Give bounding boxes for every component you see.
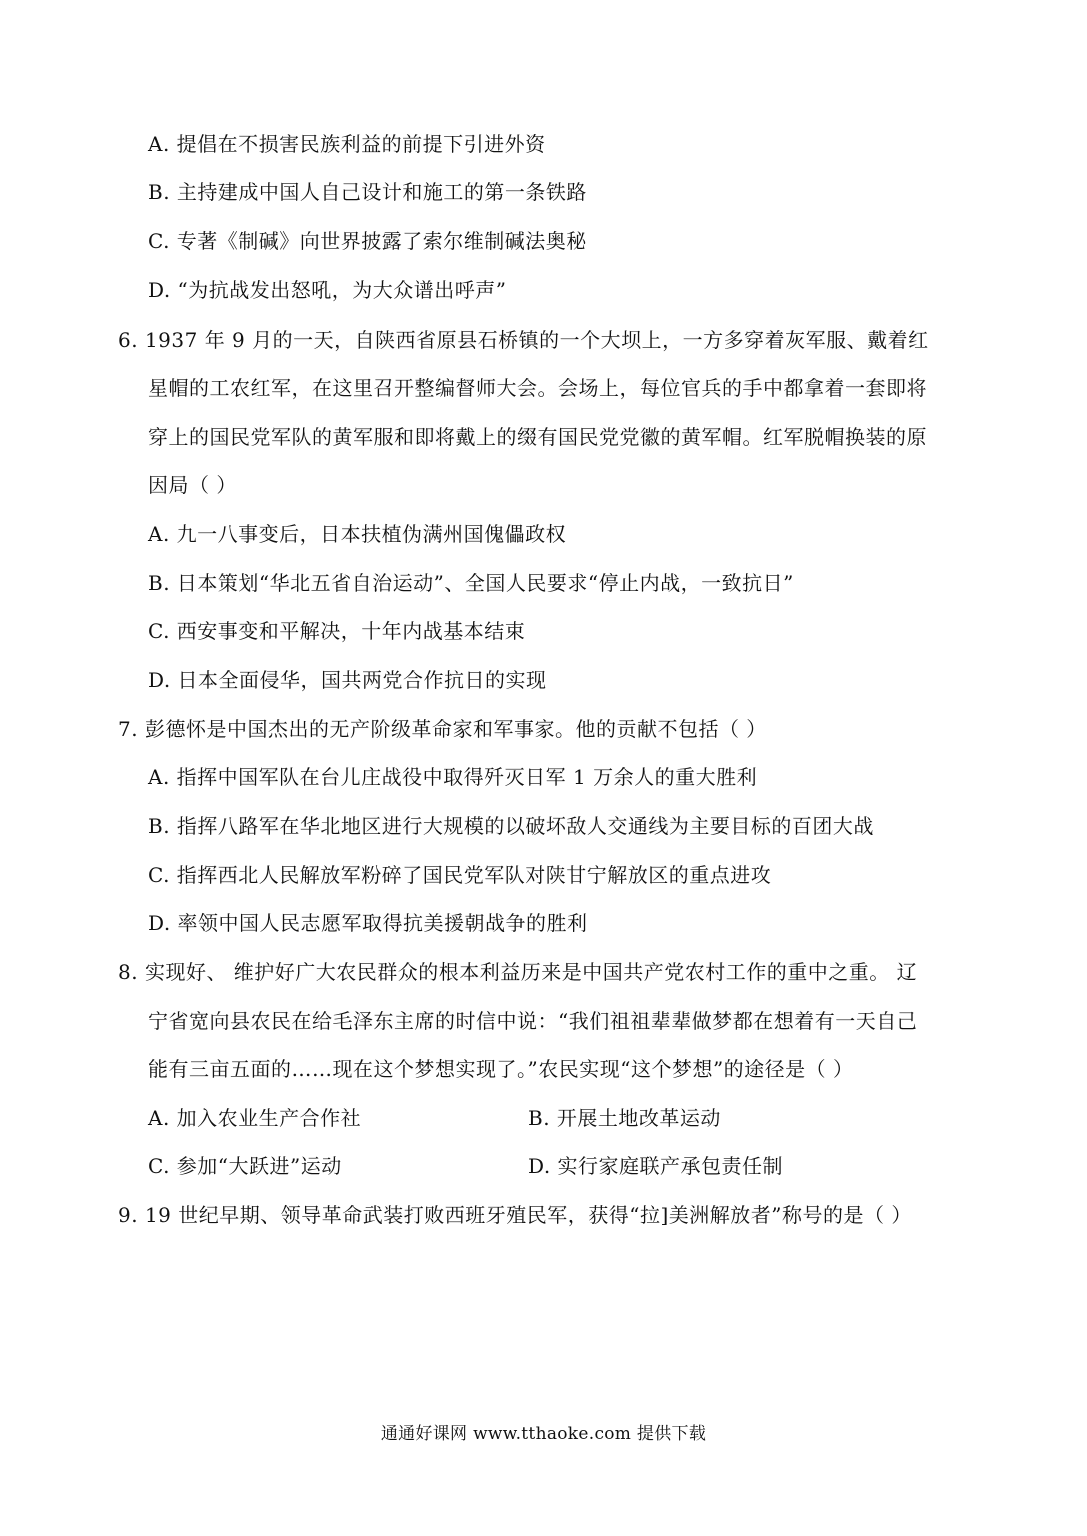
q6-option-a: A. 九一八事变后，日本扶植伪满州国傀儡政权 xyxy=(148,522,567,546)
q7-option-c: C. 指挥西北人民解放军粉碎了国民党军队对陕甘宁解放区的重点进攻 xyxy=(148,863,772,887)
q7-stem: 7. 彭德怀是中国杰出的无产阶级革命家和军事家。他的贡献不包括（ ） xyxy=(118,717,767,741)
q7-option-d: D. 率领中国人民志愿军取得抗美援朝战争的胜利 xyxy=(148,911,588,935)
q8-stem-line-2: 宁省宽向县农民在给毛泽东主席的时信中说：“我们祖祖辈辈做梦都在想着有一天自己 xyxy=(148,1009,918,1033)
q8-stem-line-3: 能有三亩五面的……现在这个梦想实现了。”农民实现“这个梦想”的途径是（ ） xyxy=(148,1057,854,1081)
q9-stem: 9. 19 世纪早期、领导革命武装打败西班牙殖民军，获得“拉]美洲解放者”称号的是（ ） xyxy=(118,1203,912,1227)
q8-option-a: A. 加入农业生产合作社 xyxy=(148,1106,362,1130)
q5-option-c: C. 专著《制碱》向世界披露了索尔维制碱法奥秘 xyxy=(148,229,587,253)
page-footer: 通通好课网 www.tthaoke.com 提供下载 xyxy=(380,1424,707,1444)
q6-stem-line-3: 穿上的国民党军队的黄军服和即将戴上的缀有国民党党徽的黄军帽。红军脱帽换装的原 xyxy=(148,425,927,449)
q8-option-c: C. 参加“大跃进”运动 xyxy=(148,1154,342,1178)
q7-option-a: A. 指挥中国军队在台儿庄战役中取得歼灭日军 1 万余人的重大胜利 xyxy=(148,765,758,789)
q6-stem-line-4: 因局（ ） xyxy=(148,473,237,497)
q6-option-b: B. 日本策划“华北五省自治运动”、全国人民要求“停止内战，一致抗日” xyxy=(148,571,794,595)
q7-option-b: B. 指挥八路军在华北地区进行大规模的以破坏敌人交通线为主要目标的百团大战 xyxy=(148,814,874,838)
q6-option-c: C. 西安事变和平解决，十年内战基本结束 xyxy=(148,619,526,643)
q6-stem-line-1: 6. 1937 年 9 月的一天，自陕西省原县石桥镇的一个大坝上，一方多穿着灰军服、戴着红 xyxy=(118,328,929,352)
q8-option-b: B. 开展土地改革运动 xyxy=(528,1106,721,1130)
q6-option-d: D. 日本全面侵华，国共两党合作抗日的实现 xyxy=(148,668,547,692)
q5-option-d: D. “为抗战发出怒吼，为大众谱出呼声” xyxy=(148,278,507,302)
q5-option-a: A. 提倡在不损害民族利益的前提下引进外资 xyxy=(148,132,546,156)
q8-option-d: D. 实行家庭联产承包责任制 xyxy=(528,1154,784,1178)
q8-stem-line-1: 8. 实现好、 维护好广大农民群众的根本利益历来是中国共产党农村工作的重中之重。 辽 xyxy=(118,960,918,984)
q6-stem-line-2: 星帽的工农红军，在这里召开整编督师大会。会场上，每位官兵的手中都拿着一套即将 xyxy=(148,376,927,400)
q5-option-b: B. 主持建成中国人自己设计和施工的第一条铁路 xyxy=(148,180,587,204)
